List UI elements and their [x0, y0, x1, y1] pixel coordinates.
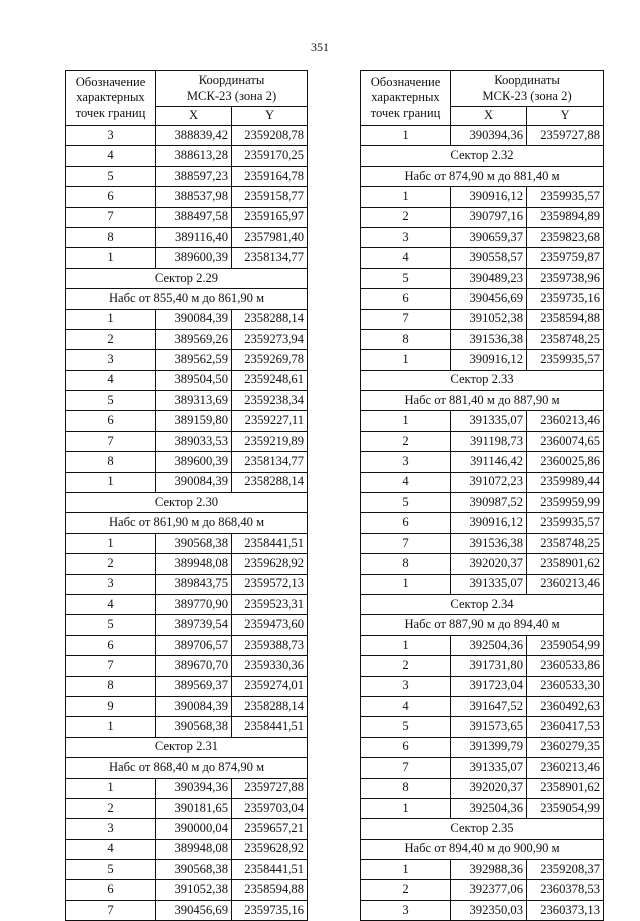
y-coordinate: 2358441,51: [232, 717, 308, 737]
y-coordinate: 2360213,46: [527, 758, 604, 778]
table-row: [361, 452, 604, 472]
y-coordinate: 2359388,73: [232, 635, 308, 655]
y-coordinate: 2359935,57: [527, 350, 604, 370]
y-coordinate: 2360074,65: [527, 431, 604, 451]
point-number: 3: [361, 452, 451, 472]
point-number: 4: [66, 146, 156, 166]
table-row: [66, 819, 308, 839]
x-coordinate: 390489,23: [451, 268, 527, 288]
x-coordinate: 389948,08: [156, 839, 232, 859]
y-coordinate: 2359759,87: [527, 248, 604, 268]
x-coordinate: 391536,38: [451, 533, 527, 553]
point-number: 6: [66, 635, 156, 655]
y-coordinate: 2358134,77: [232, 248, 308, 268]
sector-heading-row: [66, 268, 308, 288]
x-coordinate: 389569,26: [156, 329, 232, 349]
table-row: [66, 411, 308, 431]
sector-heading-row: [66, 493, 308, 513]
y-coordinate: 2358441,51: [232, 533, 308, 553]
y-coordinate: 2360378,53: [527, 880, 604, 900]
point-number: 6: [66, 880, 156, 900]
table-row: [361, 248, 604, 268]
x-coordinate: 388839,42: [156, 126, 232, 146]
y-coordinate: 2359238,34: [232, 391, 308, 411]
point-number: 7: [66, 900, 156, 920]
x-coordinate: 388597,23: [156, 166, 232, 186]
table-row: [361, 758, 604, 778]
sector-heading: Сектор 2.35: [361, 819, 604, 839]
x-coordinate: 391335,07: [451, 574, 527, 594]
point-number: 3: [66, 350, 156, 370]
table-row: [66, 187, 308, 207]
table-row: [361, 472, 604, 492]
point-number: 4: [66, 839, 156, 859]
x-coordinate: 391146,42: [451, 452, 527, 472]
table-row: [361, 737, 604, 757]
x-coordinate: 391335,07: [451, 758, 527, 778]
point-number: 2: [66, 554, 156, 574]
sector-heading: Набс от 881,40 м до 887,90 м: [361, 391, 604, 411]
point-number: 7: [361, 758, 451, 778]
header-coordinates-title: Координаты МСК-23 (зона 2): [156, 71, 308, 107]
point-number: 1: [66, 309, 156, 329]
y-coordinate: 2358134,77: [232, 452, 308, 472]
point-number: 8: [361, 329, 451, 349]
table-row: [361, 207, 604, 227]
sector-heading: Набс от 855,40 м до 861,90 м: [66, 289, 308, 309]
point-number: 1: [361, 126, 451, 146]
x-coordinate: 391573,65: [451, 717, 527, 737]
y-coordinate: 2360373,13: [527, 900, 604, 920]
x-coordinate: 390181,65: [156, 798, 232, 818]
sector-heading-row: [66, 513, 308, 533]
point-number: 1: [361, 187, 451, 207]
table-row: [361, 329, 604, 349]
sector-heading-row: [66, 737, 308, 757]
y-coordinate: 2359273,94: [232, 329, 308, 349]
table-row: [66, 207, 308, 227]
x-coordinate: 390394,36: [156, 778, 232, 798]
sector-heading: Сектор 2.34: [361, 594, 604, 614]
x-coordinate: 388613,28: [156, 146, 232, 166]
x-coordinate: 388537,98: [156, 187, 232, 207]
table-row: [361, 533, 604, 553]
x-coordinate: 390916,12: [451, 350, 527, 370]
point-number: 1: [66, 472, 156, 492]
x-coordinate: 389569,37: [156, 676, 232, 696]
y-coordinate: 2359628,92: [232, 839, 308, 859]
sector-heading-row: [361, 391, 604, 411]
table-row: [361, 309, 604, 329]
y-coordinate: 2360417,53: [527, 717, 604, 737]
x-coordinate: 390084,39: [156, 472, 232, 492]
x-coordinate: 392350,03: [451, 900, 527, 920]
y-coordinate: 2359935,57: [527, 513, 604, 533]
y-coordinate: 2359523,31: [232, 594, 308, 614]
table-row: [66, 717, 308, 737]
point-number: 1: [361, 635, 451, 655]
x-coordinate: 389770,90: [156, 594, 232, 614]
coordinates-table-right: [360, 70, 604, 921]
y-coordinate: 2360213,46: [527, 411, 604, 431]
y-coordinate: 2359054,99: [527, 635, 604, 655]
y-coordinate: 2360213,46: [527, 574, 604, 594]
x-coordinate: 390797,16: [451, 207, 527, 227]
y-coordinate: 2360533,30: [527, 676, 604, 696]
point-number: 7: [361, 309, 451, 329]
table-row: [66, 778, 308, 798]
y-coordinate: 2359703,04: [232, 798, 308, 818]
table-row: [66, 370, 308, 390]
point-number: 1: [361, 411, 451, 431]
y-coordinate: 2359248,61: [232, 370, 308, 390]
x-coordinate: 390568,38: [156, 860, 232, 880]
y-coordinate: 2358441,51: [232, 860, 308, 880]
x-coordinate: 392020,37: [451, 554, 527, 574]
y-coordinate: 2360533,86: [527, 656, 604, 676]
header-y: Y: [232, 107, 308, 126]
table-row: [361, 635, 604, 655]
table-row: [66, 860, 308, 880]
y-coordinate: 2359738,96: [527, 268, 604, 288]
x-coordinate: 390084,39: [156, 696, 232, 716]
table-row: [66, 452, 308, 472]
x-coordinate: 390987,52: [451, 493, 527, 513]
point-number: 3: [361, 900, 451, 920]
x-coordinate: 389843,75: [156, 574, 232, 594]
y-coordinate: 2359735,16: [232, 900, 308, 920]
x-coordinate: 389706,57: [156, 635, 232, 655]
point-number: 6: [361, 737, 451, 757]
sector-heading: Набс от 868,40 м до 874,90 м: [66, 758, 308, 778]
table-row: [361, 880, 604, 900]
point-number: 6: [361, 289, 451, 309]
x-coordinate: 392377,06: [451, 880, 527, 900]
x-coordinate: 390916,12: [451, 187, 527, 207]
y-coordinate: 2359572,13: [232, 574, 308, 594]
point-number: 8: [66, 676, 156, 696]
y-coordinate: 2359219,89: [232, 431, 308, 451]
sector-heading-row: [361, 166, 604, 186]
y-coordinate: 2359727,88: [527, 126, 604, 146]
table-row: [361, 656, 604, 676]
y-coordinate: 2359269,78: [232, 350, 308, 370]
coordinates-table-left: [65, 70, 308, 921]
table-row: [66, 166, 308, 186]
table-row: [361, 513, 604, 533]
table-row: [66, 146, 308, 166]
sector-heading-row: [361, 594, 604, 614]
point-number: 7: [66, 656, 156, 676]
point-number: 4: [66, 370, 156, 390]
point-number: 1: [66, 248, 156, 268]
table-row: [66, 472, 308, 492]
y-coordinate: 2359208,37: [527, 860, 604, 880]
x-coordinate: 391072,23: [451, 472, 527, 492]
x-coordinate: 389739,54: [156, 615, 232, 635]
point-number: 6: [66, 411, 156, 431]
point-number: 4: [361, 696, 451, 716]
point-number: 3: [361, 676, 451, 696]
x-coordinate: 390000,04: [156, 819, 232, 839]
y-coordinate: 2359165,97: [232, 207, 308, 227]
x-coordinate: 392020,37: [451, 778, 527, 798]
x-coordinate: 390916,12: [451, 513, 527, 533]
y-coordinate: 2357981,40: [232, 227, 308, 247]
header-coordinates-title: Координаты МСК-23 (зона 2): [451, 71, 604, 107]
point-number: 3: [66, 574, 156, 594]
table-row: [66, 350, 308, 370]
header-y: Y: [527, 107, 604, 126]
y-coordinate: 2359227,11: [232, 411, 308, 431]
x-coordinate: 389504,50: [156, 370, 232, 390]
y-coordinate: 2360025,86: [527, 452, 604, 472]
point-number: 5: [66, 391, 156, 411]
y-coordinate: 2359657,21: [232, 819, 308, 839]
header-x: X: [156, 107, 232, 126]
sector-heading: Набс от 874,90 м до 881,40 м: [361, 166, 604, 186]
point-number: 5: [361, 717, 451, 737]
table-row: [361, 126, 604, 146]
table-row: [361, 778, 604, 798]
point-number: 8: [66, 452, 156, 472]
sector-heading: Сектор 2.30: [66, 493, 308, 513]
header-point-label: Обозначение характерных точек границ: [66, 71, 156, 126]
point-number: 2: [361, 880, 451, 900]
point-number: 4: [66, 594, 156, 614]
sector-heading-row: [361, 370, 604, 390]
y-coordinate: 2359330,36: [232, 656, 308, 676]
x-coordinate: 391647,52: [451, 696, 527, 716]
table-row: [361, 717, 604, 737]
table-row: [361, 411, 604, 431]
x-coordinate: 391399,79: [451, 737, 527, 757]
point-number: 4: [361, 472, 451, 492]
point-number: 2: [361, 656, 451, 676]
point-number: 6: [361, 513, 451, 533]
y-coordinate: 2359735,16: [527, 289, 604, 309]
table-row: [361, 187, 604, 207]
x-coordinate: 390568,38: [156, 533, 232, 553]
y-coordinate: 2360279,35: [527, 737, 604, 757]
sector-heading: Набс от 894,40 м до 900,90 м: [361, 839, 604, 859]
table-row: [66, 248, 308, 268]
table-row: [361, 268, 604, 288]
x-coordinate: 390394,36: [451, 126, 527, 146]
table-row: [66, 839, 308, 859]
point-number: 5: [66, 860, 156, 880]
table-row: [361, 431, 604, 451]
sector-heading-row: [361, 819, 604, 839]
y-coordinate: 2358594,88: [527, 309, 604, 329]
x-coordinate: 391052,38: [156, 880, 232, 900]
table-row: [361, 493, 604, 513]
table-row: [66, 676, 308, 696]
x-coordinate: 391536,38: [451, 329, 527, 349]
sector-heading: Сектор 2.31: [66, 737, 308, 757]
point-number: 2: [66, 329, 156, 349]
y-coordinate: 2359164,78: [232, 166, 308, 186]
y-coordinate: 2359823,68: [527, 227, 604, 247]
point-number: 1: [361, 574, 451, 594]
y-coordinate: 2358901,62: [527, 778, 604, 798]
y-coordinate: 2359989,44: [527, 472, 604, 492]
x-coordinate: 391198,73: [451, 431, 527, 451]
sector-heading: Набс от 887,90 м до 894,40 м: [361, 615, 604, 635]
point-number: 1: [361, 350, 451, 370]
x-coordinate: 389600,39: [156, 452, 232, 472]
table-row: [361, 798, 604, 818]
x-coordinate: 391335,07: [451, 411, 527, 431]
table-row: [66, 431, 308, 451]
x-coordinate: 389313,69: [156, 391, 232, 411]
sector-heading: Сектор 2.29: [66, 268, 308, 288]
y-coordinate: 2358594,88: [232, 880, 308, 900]
sector-heading-row: [361, 615, 604, 635]
x-coordinate: 391723,04: [451, 676, 527, 696]
x-coordinate: 389670,70: [156, 656, 232, 676]
y-coordinate: 2358288,14: [232, 472, 308, 492]
y-coordinate: 2358748,25: [527, 329, 604, 349]
point-number: 4: [361, 248, 451, 268]
table-row: [361, 676, 604, 696]
x-coordinate: 390084,39: [156, 309, 232, 329]
x-coordinate: 389116,40: [156, 227, 232, 247]
point-number: 2: [66, 798, 156, 818]
table-row: [361, 900, 604, 920]
table-row: [66, 574, 308, 594]
table-row: [361, 574, 604, 594]
y-coordinate: 2359894,89: [527, 207, 604, 227]
table-row: [361, 860, 604, 880]
point-number: 2: [361, 431, 451, 451]
y-coordinate: 2358288,14: [232, 696, 308, 716]
point-number: 1: [361, 798, 451, 818]
table-row: [361, 227, 604, 247]
sector-heading-row: [66, 758, 308, 778]
table-row: [66, 615, 308, 635]
table-row: [66, 900, 308, 920]
point-number: 8: [361, 554, 451, 574]
table-row: [66, 533, 308, 553]
y-coordinate: 2359727,88: [232, 778, 308, 798]
table-row: [361, 350, 604, 370]
sector-heading-row: [361, 146, 604, 166]
table-row: [66, 391, 308, 411]
point-number: 8: [361, 778, 451, 798]
x-coordinate: 392504,36: [451, 635, 527, 655]
point-number: 1: [361, 860, 451, 880]
y-coordinate: 2359170,25: [232, 146, 308, 166]
y-coordinate: 2359158,77: [232, 187, 308, 207]
table-row: [66, 309, 308, 329]
table-row: [66, 126, 308, 146]
sector-heading-row: [361, 839, 604, 859]
x-coordinate: 390558,57: [451, 248, 527, 268]
y-coordinate: 2359628,92: [232, 554, 308, 574]
x-coordinate: 389033,53: [156, 431, 232, 451]
x-coordinate: 390659,37: [451, 227, 527, 247]
table-row: [361, 554, 604, 574]
table-row: [66, 594, 308, 614]
table-row: [361, 289, 604, 309]
y-coordinate: 2359959,99: [527, 493, 604, 513]
x-coordinate: 389562,59: [156, 350, 232, 370]
y-coordinate: 2358288,14: [232, 309, 308, 329]
header-point-label: Обозначение характерных точек границ: [361, 71, 451, 126]
y-coordinate: 2359935,57: [527, 187, 604, 207]
point-number: 5: [361, 268, 451, 288]
point-number: 8: [66, 227, 156, 247]
x-coordinate: 390456,69: [451, 289, 527, 309]
point-number: 2: [361, 207, 451, 227]
x-coordinate: 389159,80: [156, 411, 232, 431]
table-row: [66, 635, 308, 655]
x-coordinate: 391052,38: [451, 309, 527, 329]
x-coordinate: 389600,39: [156, 248, 232, 268]
point-number: 3: [361, 227, 451, 247]
table-row: [66, 696, 308, 716]
table-row: [66, 554, 308, 574]
y-coordinate: 2359054,99: [527, 798, 604, 818]
point-number: 9: [66, 696, 156, 716]
point-number: 1: [66, 778, 156, 798]
sector-heading: Сектор 2.32: [361, 146, 604, 166]
point-number: 6: [66, 187, 156, 207]
point-number: 5: [361, 493, 451, 513]
point-number: 3: [66, 819, 156, 839]
page-number: 351: [311, 40, 329, 54]
y-coordinate: 2359274,01: [232, 676, 308, 696]
sector-heading: Набс от 861,90 м до 868,40 м: [66, 513, 308, 533]
x-coordinate: 391731,80: [451, 656, 527, 676]
point-number: 7: [66, 207, 156, 227]
y-coordinate: 2360492,63: [527, 696, 604, 716]
x-coordinate: 390456,69: [156, 900, 232, 920]
x-coordinate: 389948,08: [156, 554, 232, 574]
x-coordinate: 392988,36: [451, 860, 527, 880]
table-row: [66, 329, 308, 349]
x-coordinate: 388497,58: [156, 207, 232, 227]
table-row: [361, 696, 604, 716]
table-row: [66, 656, 308, 676]
point-number: 1: [66, 717, 156, 737]
sector-heading: Сектор 2.33: [361, 370, 604, 390]
header-x: X: [451, 107, 527, 126]
point-number: 3: [66, 126, 156, 146]
x-coordinate: 390568,38: [156, 717, 232, 737]
y-coordinate: 2359208,78: [232, 126, 308, 146]
point-number: 5: [66, 166, 156, 186]
table-row: [66, 798, 308, 818]
table-row: [66, 227, 308, 247]
x-coordinate: 392504,36: [451, 798, 527, 818]
point-number: 7: [361, 533, 451, 553]
y-coordinate: 2359473,60: [232, 615, 308, 635]
point-number: 7: [66, 431, 156, 451]
point-number: 1: [66, 533, 156, 553]
point-number: 5: [66, 615, 156, 635]
y-coordinate: 2358901,62: [527, 554, 604, 574]
table-row: [66, 880, 308, 900]
y-coordinate: 2358748,25: [527, 533, 604, 553]
sector-heading-row: [66, 289, 308, 309]
